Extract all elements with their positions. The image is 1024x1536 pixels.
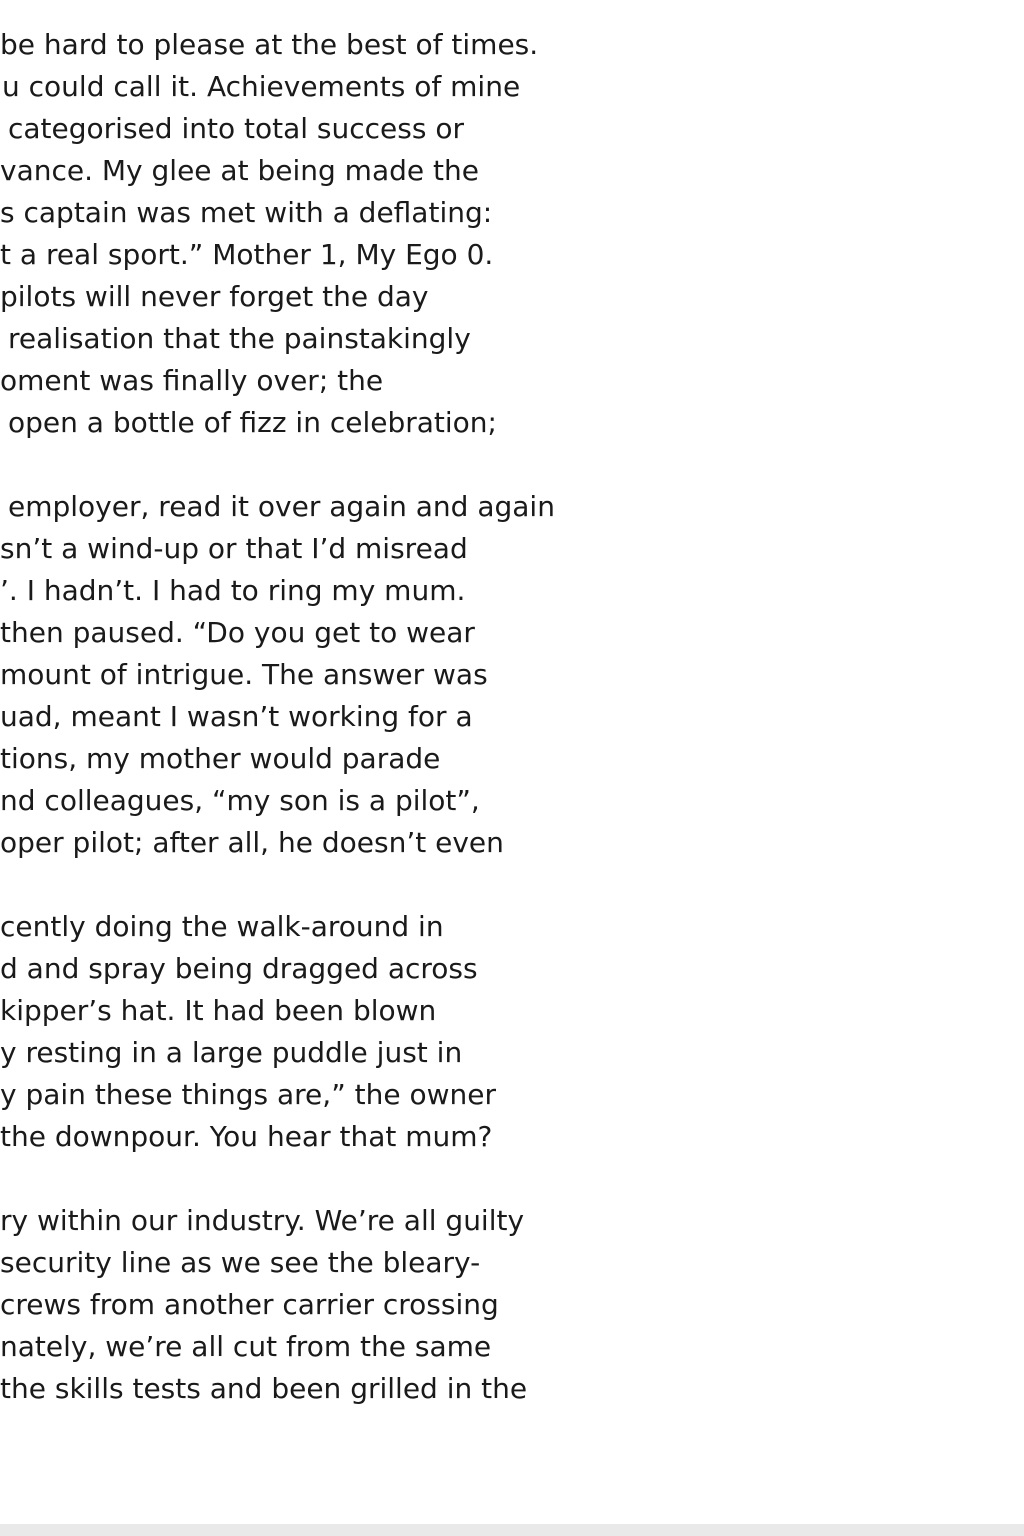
text-line: then paused. “Do you get to wear bbox=[0, 616, 475, 649]
text-line: t a real sport.” Mother 1, My Ego 0. bbox=[0, 238, 494, 271]
text-line: oper pilot; after all, he doesn’t even bbox=[0, 826, 504, 859]
text-line: nd colleagues, “my son is a pilot”, bbox=[0, 784, 480, 817]
text-line: y resting in a large puddle just in bbox=[0, 1036, 463, 1069]
paragraph-3 bbox=[0, 906, 614, 1158]
text-line: ’. I hadn’t. I had to ring my mum. bbox=[0, 574, 466, 607]
text-line: open a bottle of fizz in celebration; bbox=[8, 406, 497, 439]
text-line: crews from another carrier crossing bbox=[0, 1288, 499, 1321]
text-line: kipper’s hat. It had been blown bbox=[0, 994, 437, 1027]
text-line: nately, we’re all cut from the same bbox=[0, 1330, 492, 1363]
text-line: d and spray being dragged across bbox=[0, 952, 478, 985]
paragraph-4 bbox=[0, 1200, 614, 1410]
paragraph-1 bbox=[0, 24, 614, 444]
paragraph-2 bbox=[0, 486, 614, 864]
text-line: oment was finally over; the bbox=[0, 364, 384, 397]
text-line: y pain these things are,” the owner bbox=[0, 1078, 496, 1111]
text-line: uad, meant I wasn’t working for a bbox=[0, 700, 473, 733]
text-line: cently doing the walk-around in bbox=[0, 910, 444, 943]
bottom-scroll-strip bbox=[0, 1524, 1024, 1536]
text-line: realisation that the painstakingly bbox=[8, 322, 471, 355]
text-line: employer, read it over again and again bbox=[8, 490, 555, 523]
text-line: be hard to please at the best of times. bbox=[0, 28, 539, 61]
text-line: u could call it. Achievements of mine bbox=[2, 70, 521, 103]
text-line: the downpour. You hear that mum? bbox=[0, 1120, 493, 1153]
text-line: security line as we see the bleary- bbox=[0, 1246, 481, 1279]
text-line: ry within our industry. We’re all guilty bbox=[0, 1204, 525, 1237]
text-line: sn’t a wind-up or that I’d misread bbox=[0, 532, 468, 565]
text-line: tions, my mother would parade bbox=[0, 742, 441, 775]
text-line: vance. My glee at being made the bbox=[0, 154, 479, 187]
text-line: categorised into total success or bbox=[8, 112, 464, 145]
article-body bbox=[0, 24, 614, 1452]
text-line: s captain was met with a deflating: bbox=[0, 196, 493, 229]
text-line: pilots will never forget the day bbox=[0, 280, 429, 313]
text-line: mount of intrigue. The answer was bbox=[0, 658, 488, 691]
text-line: the skills tests and been grilled in the bbox=[0, 1372, 528, 1405]
